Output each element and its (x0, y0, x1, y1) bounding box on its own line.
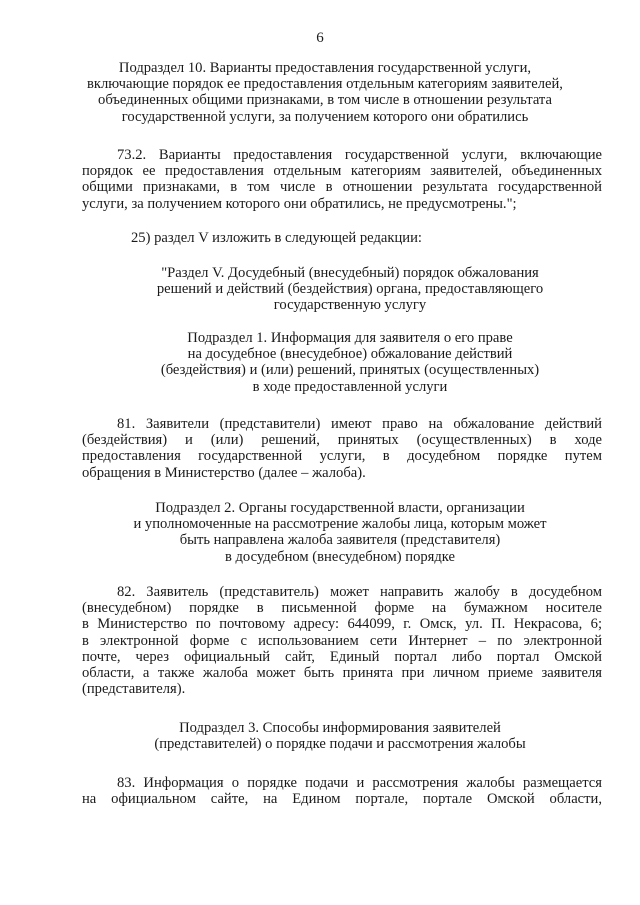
text-line: Подраздел 2. Органы государственной власти, организации (155, 500, 525, 516)
paragraph-82 (82, 584, 602, 697)
text-line: услуги, за получением которого они обратились, не предусмотрены."; (82, 195, 517, 212)
text-line: и уполномоченные на рассмотрение жалобы лица, которым может (133, 516, 547, 533)
text-line: на досудебное (внесудебное) обжалование действий (187, 346, 513, 363)
text-line: (бездействия) и (или) решений, принятых (осуществленных) (160, 362, 540, 379)
paragraph-81 (82, 416, 602, 481)
text-line: в ходе предоставленной услуги (252, 378, 448, 395)
text-line: 81. Заявители (представители) имеют право на обжалование действий (117, 416, 602, 432)
page-number: 6 (316, 30, 324, 46)
text-line: (представителей) о порядке подачи и рассмотрения жалобы (154, 736, 526, 753)
heading-subsection-1 (95, 330, 605, 395)
text-line: 83. Информация о порядке подачи и рассмотрения жалобы размещается (117, 775, 602, 791)
text-line: в досудебном (внесудебном) порядке (224, 548, 456, 565)
text-line: 73.2. Варианты предоставления государственной услуги, включающие (117, 147, 602, 163)
paragraph-83 (82, 775, 602, 807)
text-line: (представителя). (82, 681, 186, 698)
text-line: включающие порядок ее предоставления отдельным категориям заявителей, (87, 76, 563, 93)
text-line: почте, через официальный сайт, Единый портал либо портал Омской (82, 648, 602, 665)
paragraph-item-25 (131, 230, 601, 246)
text-line: в электронной форме с использованием сети Интернет – по электронной (82, 632, 602, 649)
text-line: обращения в Министерство (далее – жалоба). (82, 464, 366, 481)
text-line: "Раздел V. Досудебный (внесудебный) порядок обжалования (161, 265, 539, 281)
text-line: предоставления государственной услуги, в досудебном порядке путем (82, 448, 602, 465)
heading-subsection-3 (75, 720, 605, 752)
text-line: 82. Заявитель (представитель) может направить жалобу в досудебном (117, 584, 602, 600)
text-line: Подраздел 3. Способы информирования заявителей (179, 720, 501, 736)
text-line: объединенных общими признаками, в том числе в отношении результата (98, 92, 552, 109)
text-line: порядок ее предоставления отдельным категориям заявителей, объединенных (82, 163, 602, 180)
heading-subsection-2 (75, 500, 605, 565)
text-line: (внесудебном) порядке в письменной форме на бумажном носителе (82, 600, 602, 617)
text-line: решений и действий (бездействия) органа, предоставляющего (156, 281, 544, 298)
text-line: Подраздел 10. Варианты предоставления государственной услуги, (118, 60, 532, 76)
text-line: (бездействия) и (или) решений, принятых (осуществленных) в ходе (82, 432, 602, 449)
text-line: на официальном сайте, на Едином портале, портале Омской области, (82, 791, 602, 808)
text-line: государственную услугу (273, 297, 427, 314)
text-line: области, а также жалоба может быть принята при личном приеме заявителя (82, 665, 602, 682)
paragraph-73-2 (82, 147, 602, 212)
text-line: быть направлена жалоба заявителя (представителя) (179, 532, 501, 549)
heading-subsection-10 (75, 60, 575, 125)
text-line: в Министерство по почтовому адресу: 644099, г. Омск, ул. П. Некрасова, 6; (82, 616, 602, 633)
text-line: государственной услуги, за получением которого они обратились (121, 108, 529, 125)
text-line: Подраздел 1. Информация для заявителя о его праве (187, 330, 513, 346)
text-line: общими признаками, в том числе в отношении результата государственной (82, 179, 602, 196)
text-line: 25) раздел V изложить в следующей редакции: (131, 230, 422, 246)
heading-section-v (95, 265, 605, 314)
